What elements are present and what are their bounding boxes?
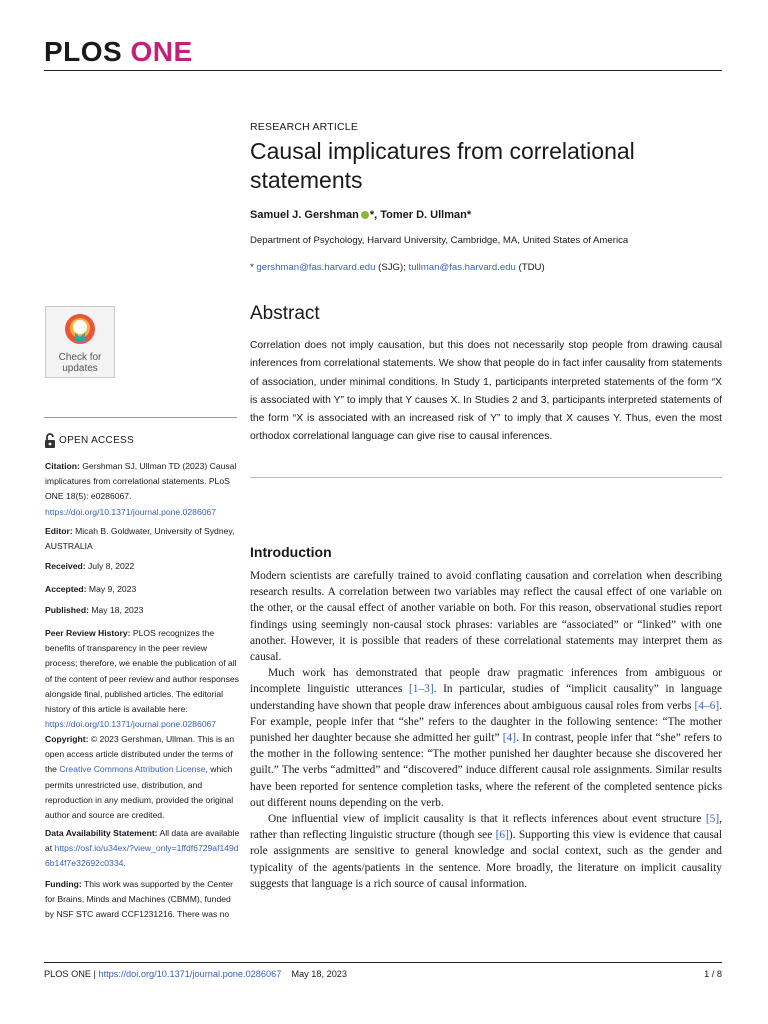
text-run: . In contrast, people infer that “she” refers to the mother in the following sentence: “The mother punished her daughter because she discovered her guilt.” The verbs “admitted” and “discovered” induce different causal role assignments. Similar results have been reported for sentence completion tasks, where the referent of the completed sentence picks out different nouns depending on the verb. xyxy=(250,732,722,809)
paragraph xyxy=(250,811,722,892)
footer-doi-link[interactable]: https://doi.org/10.1371/journal.pone.0286067 xyxy=(98,969,282,979)
email-link[interactable]: gershman@fas.harvard.edu xyxy=(256,262,376,273)
text-run: Much work has demonstrated that people draw pragmatic inferences from ambiguous or incomplete linguistic utterances xyxy=(250,667,722,696)
copyright-label: Copyright: xyxy=(45,734,89,744)
logo-one: ONE xyxy=(130,36,193,67)
corresponding-mark: * xyxy=(466,209,472,221)
footer-date: May 18, 2023 xyxy=(291,969,348,979)
data-availability-label: Data Availability Statement: xyxy=(45,828,158,838)
license-link[interactable]: Creative Commons Attribution License xyxy=(59,764,206,775)
abstract-rule xyxy=(250,477,722,478)
author-name[interactable]: Tomer D. Ullman xyxy=(380,209,467,221)
introduction-heading: Introduction xyxy=(250,544,332,560)
footer-journal: PLOS ONE | xyxy=(44,969,99,979)
editor-text: Micah B. Goldwater, University of Sydney, AUSTRALIA xyxy=(45,526,235,552)
text-run: . For example, people infer that “she” refers to the daughter in the following sentence: “The mother punished her daughter because she admitted her guilt” xyxy=(250,699,722,745)
check-for-updates-icon xyxy=(64,313,96,345)
funding-text: This work was supported by the Center for Brains, Minds and Machines (CBMM), funded by NSF STC award CCF1231216. There was no xyxy=(45,879,234,920)
article-type: RESEARCH ARTICLE xyxy=(250,121,359,133)
reference-link[interactable]: [4–6] xyxy=(694,699,720,712)
footer-rule xyxy=(44,962,722,963)
received-label: Received: xyxy=(45,561,86,571)
editor xyxy=(45,524,241,554)
email-star: * xyxy=(250,262,257,273)
published-date: May 18, 2023 xyxy=(88,605,144,615)
abstract-heading: Abstract xyxy=(250,303,320,324)
citation xyxy=(45,459,241,520)
received-date: July 8, 2022 xyxy=(85,561,135,571)
abstract-text: Correlation does not imply causation, but this does not necessarily stop people from drawing causal inferences from correlational statements. We show that people do in fact infer causality from statements of association, under minimal conditions. In Study 1, participants interpreted statements of the form “X is associated with Y” to imply that Y causes X. In Studies 2 and 3, participants interpreted statements of the form “X is associated with an increased risk of Y” to imply that X causes Y. Thus, even the most orthodox correlational language can give rise to causal inferences. xyxy=(250,340,722,443)
open-access xyxy=(44,433,134,448)
peer-review-link[interactable]: https://doi.org/10.1371/journal.pone.0286067 xyxy=(45,719,217,730)
header-rule xyxy=(44,70,722,71)
peer-review-text: PLOS recognizes the benefits of transparency in the peer review process; therefore, we enable the publication of all of the content of peer review and author responses alongside final, published articles. The editorial history of this article is available here: xyxy=(45,628,239,715)
journal-logo[interactable] xyxy=(44,36,193,68)
open-access-label: OPEN ACCESS xyxy=(59,435,134,446)
copyright-text: © 2023 Gershman, Ullman. This is an open access article distributed under the terms of the xyxy=(45,734,235,775)
logo-plos: PLOS xyxy=(44,36,123,67)
reference-link[interactable]: [4] xyxy=(502,732,517,745)
text-run: ). Supporting this view is evidence that causal role assignments are sensitive to general knowledge and social context, such as the gender and typicality of the agents/patients in the sentence. More broadly, the literature on implicit causality suggests that language is a rich source of causal information. xyxy=(250,829,722,890)
data-availability xyxy=(45,826,241,872)
page-number: 1 / 8 xyxy=(704,969,722,979)
text-run: , rather than reflecting linguistic structure (though see xyxy=(250,813,722,842)
data-availability-text: All data are available at xyxy=(45,828,240,854)
data-availability-end: . xyxy=(123,858,126,869)
author-name[interactable]: Samuel J. Gershman xyxy=(250,209,359,221)
text-run: . In particular, studies of “implicit causality” in language understanding have shown that people draw inferences about ambiguous causal roles from verbs xyxy=(250,683,722,712)
email-link[interactable]: tullman@fas.harvard.edu xyxy=(408,262,516,273)
email-tag: (SJG); xyxy=(375,262,409,273)
orcid-icon[interactable] xyxy=(361,211,369,219)
corresponding-emails xyxy=(250,262,545,273)
footer xyxy=(44,969,347,979)
check-for-updates-badge[interactable] xyxy=(45,306,115,378)
sidebar-rule xyxy=(44,417,237,418)
author-separator: , xyxy=(374,209,381,221)
peer-review-label: Peer Review History: xyxy=(45,628,131,638)
data-link[interactable]: https://osf.io/u34ex/?view_only=1ffdf6729af149d6b14f7e32692c0334 xyxy=(45,843,239,869)
citation-doi-link[interactable]: https://doi.org/10.1371/journal.pone.0286067 xyxy=(45,506,217,517)
copyright-text-end: , which permits unrestricted use, distribution, and reproduction in any medium, provided the original author and source are credited. xyxy=(45,764,234,821)
accepted-label: Accepted: xyxy=(45,584,87,594)
accepted xyxy=(45,582,241,597)
received xyxy=(45,559,241,574)
paragraph: Modern scientists are carefully trained to avoid conflating causation and correlation when describing research results. A correlation between two variables may reflect the causal effect of one variable on the other, or the causal effect of another variable on both. For this reason, observational studies report findings using seemingly non-causal stock phrases: variables are “associated” or “linked” with one another. However, it is possible that readers of these correlational statements may interpret them as causal. xyxy=(250,570,722,664)
check-for-updates-label: Check for updates xyxy=(58,352,102,374)
text-run: One influential view of implicit causality is that it reflects inferences about event structure xyxy=(268,813,706,826)
copyright xyxy=(45,732,241,823)
published xyxy=(45,603,241,618)
article-title: Causal implicatures from correlational statements xyxy=(250,138,635,193)
author-list xyxy=(250,209,471,221)
citation-label: Citation: xyxy=(45,461,80,471)
reference-link[interactable]: [6] xyxy=(495,829,509,842)
reference-link[interactable]: [1–3] xyxy=(408,683,434,696)
reference-link[interactable]: [5] xyxy=(705,813,720,826)
accepted-date: May 9, 2023 xyxy=(86,584,137,594)
open-access-lock-icon xyxy=(44,433,56,448)
editor-label: Editor: xyxy=(45,526,73,536)
email-tag: (TDU) xyxy=(515,262,545,273)
funding-label: Funding: xyxy=(45,879,82,889)
introduction-body xyxy=(250,568,722,892)
published-label: Published: xyxy=(45,605,89,615)
funding xyxy=(45,877,241,923)
paragraph xyxy=(250,665,722,811)
peer-review-history xyxy=(45,626,241,732)
affiliation: Department of Psychology, Harvard University, Cambridge, MA, United States of America xyxy=(250,235,629,246)
corresponding-mark: * xyxy=(369,209,375,221)
citation-text: Gershman SJ, Ullman TD (2023) Causal implicatures from correlational statements. PLoS ONE 18(5): e0286067. xyxy=(45,461,237,502)
